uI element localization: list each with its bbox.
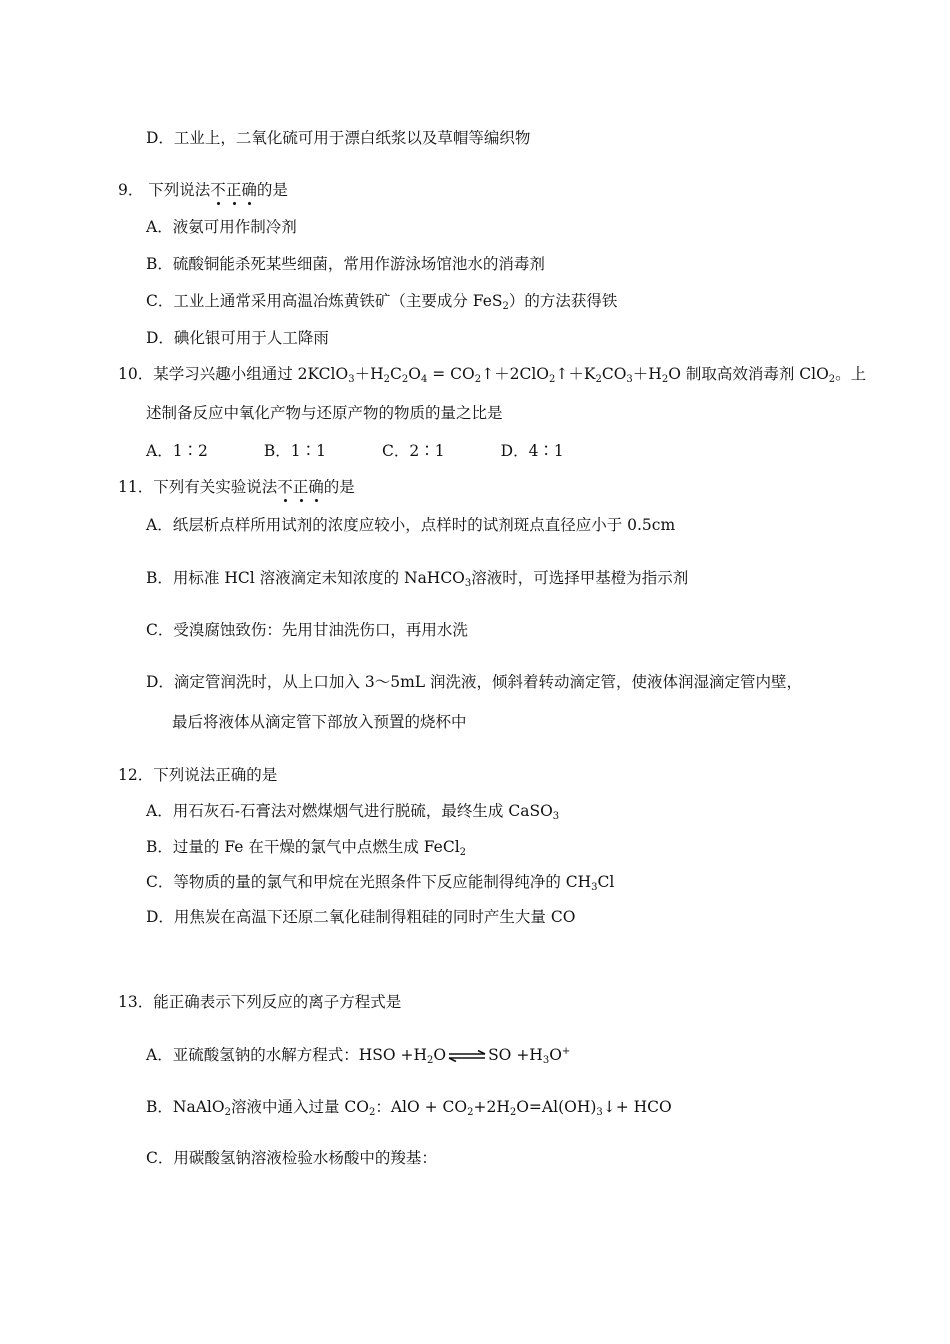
q10-option-b: B．1∶1 (263, 442, 327, 460)
q10-option-d: D．4∶1 (500, 442, 564, 460)
q13-option-c: C．用碳酸氢钠溶液检验水杨酸中的羧基： (146, 1149, 437, 1167)
q9-option-d: D．碘化银可用于人工降雨 (146, 329, 329, 347)
q11-option-b: B．用标准 HCl 溶液滴定未知浓度的 NaHCO$_3$溶液时，可选择甲基橙为指示剂 (146, 569, 689, 589)
q11-option-c: C．受溴腐蚀致伤：先用甘油洗伤口，再用水洗 (146, 621, 468, 639)
q8-option-d: D．工业上，二氧化硫可用于漂白纸浆以及草帽等编织物 (146, 129, 531, 147)
q9-stem: 9． 下列说法不正确的是 (118, 178, 288, 200)
q10-option-a: A．1∶2 (146, 442, 208, 460)
emphasis-dot: 不 (210, 178, 226, 200)
q10-stem-line2: 述制备反应中氧化产物与还原产物的物质的量之比是 (146, 404, 503, 422)
q11-option-a: A．纸层析点样所用试剂的浓度应较小，点样时的试剂斑点直径应小于 0.5cm (146, 516, 676, 534)
q9-option-a: A．液氨可用作制冷剂 (146, 218, 297, 236)
emphasis-dot: 正 (226, 178, 242, 200)
q13-option-a: A．亚硫酸氢钠的水解方程式：HSO $+H_2O$ SO $+H_3O^+$ (146, 1046, 571, 1066)
q12-option-b: B．过量的 Fe 在干燥的氯气中点燃生成 FeCl$_2$ (146, 838, 467, 858)
emphasis-dot: 正 (293, 475, 309, 497)
q12-option-d: D．用焦炭在高温下还原二氧化硅制得粗硅的同时产生大量 CO (146, 908, 576, 926)
emphasis-dot: 确 (241, 178, 257, 200)
q13-stem: 13．能正确表示下列反应的离子方程式是 (118, 993, 402, 1011)
q12-option-a: A．用石灰石-石膏法对燃煤烟气进行脱硫，最终生成 CaSO$_3$ (146, 802, 560, 822)
q10-options (146, 439, 564, 461)
q11-option-d-line2: 最后将液体从滴定管下部放入预置的烧杯中 (172, 713, 467, 731)
q12-stem: 12．下列说法正确的是 (118, 766, 278, 784)
q9-option-c: C．工业上通常采用高温冶炼黄铁矿（主要成分 FeS$_2$）的方法获得铁 (146, 292, 618, 312)
emphasis-dot: 确 (308, 475, 324, 497)
q11-stem: 11．下列有关实验说法不正确的是 (118, 475, 355, 497)
equilibrium-arrow-icon (448, 1050, 486, 1062)
q13-option-b: B．NaAlO$_2$溶液中通入过量 $CO_2$：AlO + $CO_2+2H_2O=Al(OH)_3↓+$ HCO (146, 1098, 672, 1118)
q12-option-c: C．等物质的量的氯气和甲烷在光照条件下反应能制得纯净的 $CH_3Cl$ (146, 873, 615, 893)
q9-option-b: B．硫酸铜能杀死某些细菌，常用作游泳场馆池水的消毒剂 (146, 255, 545, 273)
q11-option-d: D．滴定管润洗时，从上口加入 3～5mL 润洗液，倾斜着转动滴定管，使液体润湿滴定管内壁， (146, 673, 802, 691)
q10-stem: 10．某学习兴趣小组通过 $2KClO_3+H_2C_2O_4$ = $CO_2↑+2ClO_2↑+K_2CO_3+H_2O$ 制取高效消毒剂 ClO$_2$。上 (118, 365, 867, 385)
q10-option-c: C．2∶1 (382, 442, 445, 460)
emphasis-dot: 不 (277, 475, 293, 497)
